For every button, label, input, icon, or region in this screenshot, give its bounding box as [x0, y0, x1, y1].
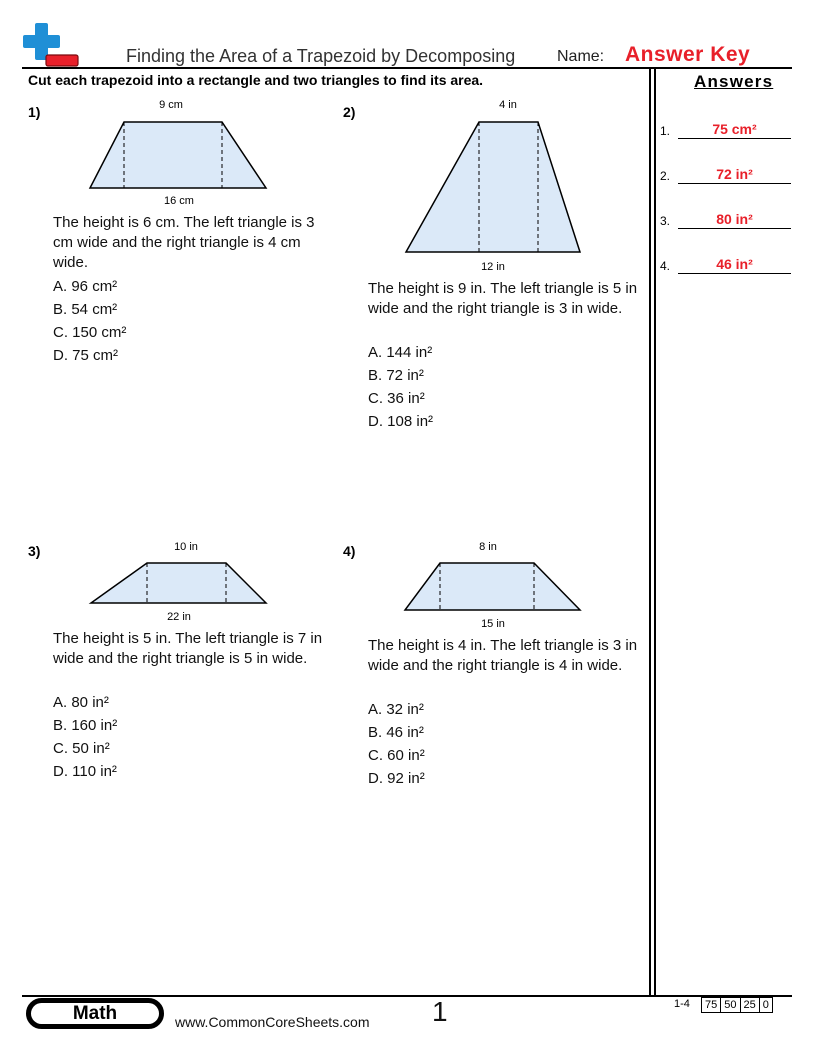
answer-value: 72 in²: [716, 166, 753, 182]
answer-choice: B. 46 in²: [368, 724, 424, 741]
footer-divider: [22, 995, 792, 997]
column-divider: [649, 67, 651, 995]
answer-choice: B. 72 in²: [368, 367, 424, 384]
answer-choice: D. 92 in²: [368, 770, 425, 787]
top-base-label: 8 in: [479, 541, 497, 553]
header-divider: [22, 67, 792, 69]
answer-choice: D. 108 in²: [368, 413, 434, 430]
problem-number: 4): [343, 543, 356, 559]
answer-choice: C. 36 in²: [368, 390, 425, 407]
page-number: 1: [432, 996, 448, 1027]
problem-description: The height is 4 in. The left triangle is 3 in wide and the right triangle is 4 in wide.: [368, 637, 638, 674]
answer-choice: C. 60 in²: [368, 747, 425, 764]
answer-choice: A. 144 in²: [368, 344, 433, 361]
score-cell: 50: [721, 998, 740, 1012]
answer-choice: D. 110 in²: [53, 763, 117, 780]
answer-number: 3.: [660, 214, 671, 228]
page-title: Finding the Area of a Trapezoid by Decomposing: [126, 46, 516, 66]
answer-line: [678, 273, 791, 274]
problem-description: The height is 9 in. The left triangle is 5 in wide and the right triangle is 3 in wide.: [368, 280, 638, 317]
bottom-base-label: 15 in: [481, 618, 505, 630]
answer-choice: D. 75 cm²: [53, 347, 119, 364]
answer-line: [678, 228, 791, 229]
problem-number: 2): [343, 104, 356, 120]
problem-number: 1): [28, 104, 41, 120]
answer-choice: B. 54 cm²: [53, 301, 118, 318]
answer-number: 1.: [660, 124, 671, 138]
answer-choice: A. 80 in²: [53, 694, 109, 711]
trapezoid-figure: [400, 116, 588, 258]
bottom-base-label: 12 in: [481, 261, 505, 273]
column-divider: [654, 67, 656, 995]
bottom-base-label: 22 in: [167, 611, 191, 623]
score-table: [701, 997, 773, 1013]
answer-choice: B. 160 in²: [53, 717, 118, 734]
answer-choice: C. 50 in²: [53, 740, 110, 757]
answer-number: 2.: [660, 169, 671, 183]
name-label: Name:: [557, 48, 605, 65]
site-url: www.CommonCoreSheets.com: [175, 1014, 370, 1030]
answer-number: 4.: [660, 259, 671, 273]
problem-number: 3): [28, 543, 41, 559]
answer-choice: A. 32 in²: [368, 701, 424, 718]
trapezoid-figure: [85, 116, 273, 194]
subject-label: Math: [31, 1003, 159, 1024]
answer-value: 75 cm²: [712, 121, 757, 137]
score-cell: 75: [702, 998, 721, 1012]
answers-heading: Answers: [694, 72, 774, 91]
top-base-label: 4 in: [499, 99, 517, 111]
top-base-label: 10 in: [174, 541, 198, 553]
score-cell: 25: [741, 998, 760, 1012]
plus-minus-logo-icon: [22, 22, 80, 68]
answer-choice: C. 150 cm²: [53, 324, 127, 341]
problem-range: 1-4: [674, 998, 690, 1010]
bottom-base-label: 16 cm: [164, 195, 194, 207]
answer-key-label: Answer Key: [625, 43, 751, 66]
score-cell: 0: [762, 999, 769, 1011]
problem-description: The height is 5 in. The left triangle is 7 in wide and the right triangle is 5 in wide.: [53, 630, 323, 667]
trapezoid-figure: [400, 557, 588, 617]
problem-description: The height is 6 cm. The left triangle is 3 cm wide and the right triangle is 4 cm wide.: [53, 214, 315, 271]
answer-value: 46 in²: [716, 256, 753, 272]
answer-line: [678, 138, 791, 139]
trapezoid-figure: [85, 557, 273, 609]
subject-badge: [26, 998, 164, 1029]
answer-choice: A. 96 cm²: [53, 278, 118, 295]
instructions: Cut each trapezoid into a rectangle and two triangles to find its area.: [28, 72, 484, 88]
answer-value: 80 in²: [716, 211, 753, 227]
answer-line: [678, 183, 791, 184]
top-base-label: 9 cm: [159, 99, 183, 111]
